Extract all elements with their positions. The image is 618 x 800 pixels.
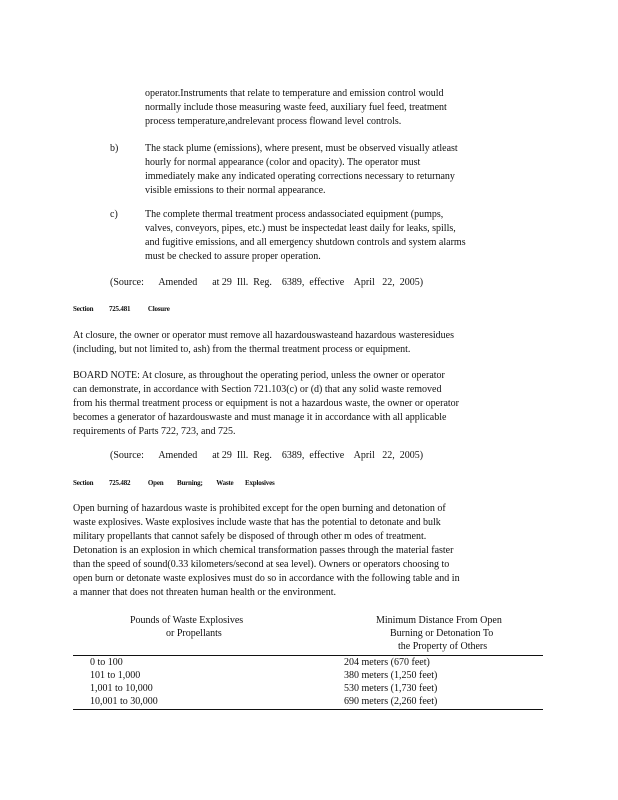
section-title-word: Burning; — [176, 479, 203, 487]
header-line: Pounds of Waste Explosives — [130, 615, 244, 626]
text-line: must be checked to assure proper operation. — [145, 251, 321, 262]
header-line: the Property of Others — [398, 641, 488, 652]
section-title-word: Explosives — [245, 479, 275, 487]
closure-paragraph — [73, 329, 538, 357]
section-title-word: Open — [147, 479, 164, 487]
text-line: requirements of Parts 722, 723, and 725. — [73, 426, 236, 437]
item-c-label: c) — [110, 209, 118, 220]
item-b-label: b) — [110, 143, 119, 154]
text-line: military propellants that cannot safely be disposed of through other m odes of treatment. — [73, 531, 427, 542]
table-col-pounds — [90, 656, 158, 708]
text-line: and fugitive emissions, and all emergency shutdown controls and system alarms — [145, 237, 466, 248]
text-line: The stack plume (emissions), where present, must be observed visually atleast — [145, 143, 458, 154]
source-note: (Source: Amended at 29 Ill. Reg. 6389, effective April 22, 2005) — [110, 450, 424, 461]
table-header-left — [130, 614, 243, 640]
section-label: Section — [73, 305, 94, 313]
text-line: Detonation is an explosion in which chemical transformation passes through the material faster — [73, 545, 454, 556]
table-cell: 530 meters (1,730 feet) — [344, 683, 438, 694]
table-cell: 690 meters (2,260 feet) — [344, 696, 438, 707]
text-line: hourly for normal appearance (color and opacity). The operator must — [145, 157, 421, 168]
text-line: BOARD NOTE: At closure, as throughout the operating period, unless the owner or operator — [73, 370, 445, 381]
text-line: (including, but not limited to, ash) from the thermal treatment process or equipment. — [73, 344, 411, 355]
text-line: becomes a generator of hazardouswaste and must manage it in accordance with all applicable — [73, 412, 447, 423]
section-heading — [73, 479, 275, 487]
table-cell: 204 meters (670 feet) — [344, 657, 430, 668]
board-note — [73, 369, 538, 439]
table-rule-bottom — [73, 709, 543, 710]
table-header-right — [376, 614, 502, 653]
text-line: than the speed of sound(0.33 kilometers/second at sea level). Owners or operators choosing to — [73, 559, 450, 570]
text-line: valves, conveyors, pipes, etc.) must be inspectedat least daily for leaks, spills, — [145, 223, 456, 234]
text-line: The complete thermal treatment process andassociated equipment (pumps, — [145, 209, 444, 220]
text-line: waste explosives. Waste explosives include waste that has the potential to detonate and bulk — [73, 517, 441, 528]
text-line: normally include those measuring waste feed, auxiliary fuel feed, treatment — [145, 102, 447, 113]
item-c-text — [145, 208, 525, 264]
text-line: a manner that does not threaten human health or the environment. — [73, 587, 336, 598]
header-line: or Propellants — [166, 628, 222, 639]
text-line: visible emissions to their normal appearance. — [145, 185, 326, 196]
text-line: open burn or detonate waste explosives must do so in accordance with the following table and in — [73, 573, 460, 584]
text-line: immediately make any indicated operating corrections necessary to returnany — [145, 171, 455, 182]
item-b-text — [145, 142, 525, 198]
text-line: At closure, the owner or operator must remove all hazardouswasteand hazardous wasteresidues — [73, 330, 454, 341]
header-line: Burning or Detonation To — [390, 628, 494, 639]
text-line: process temperature,andrelevant process flowand level controls. — [145, 116, 402, 127]
table-cell: 10,001 to 30,000 — [90, 696, 158, 707]
open-burning-paragraph — [73, 502, 538, 600]
section-title-word: Waste — [216, 479, 234, 487]
table-cell: 380 meters (1,250 feet) — [344, 670, 438, 681]
header-line: Minimum Distance From Open — [376, 615, 502, 626]
table-cell: 1,001 to 10,000 — [90, 683, 153, 694]
table-cell: 101 to 1,000 — [90, 670, 141, 681]
section-number: 725.482 — [108, 479, 131, 487]
table-cell: 0 to 100 — [90, 657, 123, 668]
section-label: Section — [73, 479, 94, 487]
section-number: 725.481 — [108, 305, 131, 313]
text-line: operator.Instruments that relate to temperature and emission control would — [145, 88, 444, 99]
table-col-distance — [344, 656, 437, 708]
text-line: Open burning of hazardous waste is prohibited except for the open burning and detonation of — [73, 503, 446, 514]
section-heading — [73, 305, 170, 313]
section-title: Closure — [147, 305, 170, 313]
text-line: from his thermal treatment process or equipment is not a hazardous waste, the owner or operator — [73, 398, 459, 409]
text-line: can demonstrate, in accordance with Section 721.103(c) or (d) that any solid waste removed — [73, 384, 442, 395]
source-note: (Source: Amended at 29 Ill. Reg. 6389, effective April 22, 2005) — [110, 277, 424, 288]
intro-paragraph — [145, 87, 505, 129]
